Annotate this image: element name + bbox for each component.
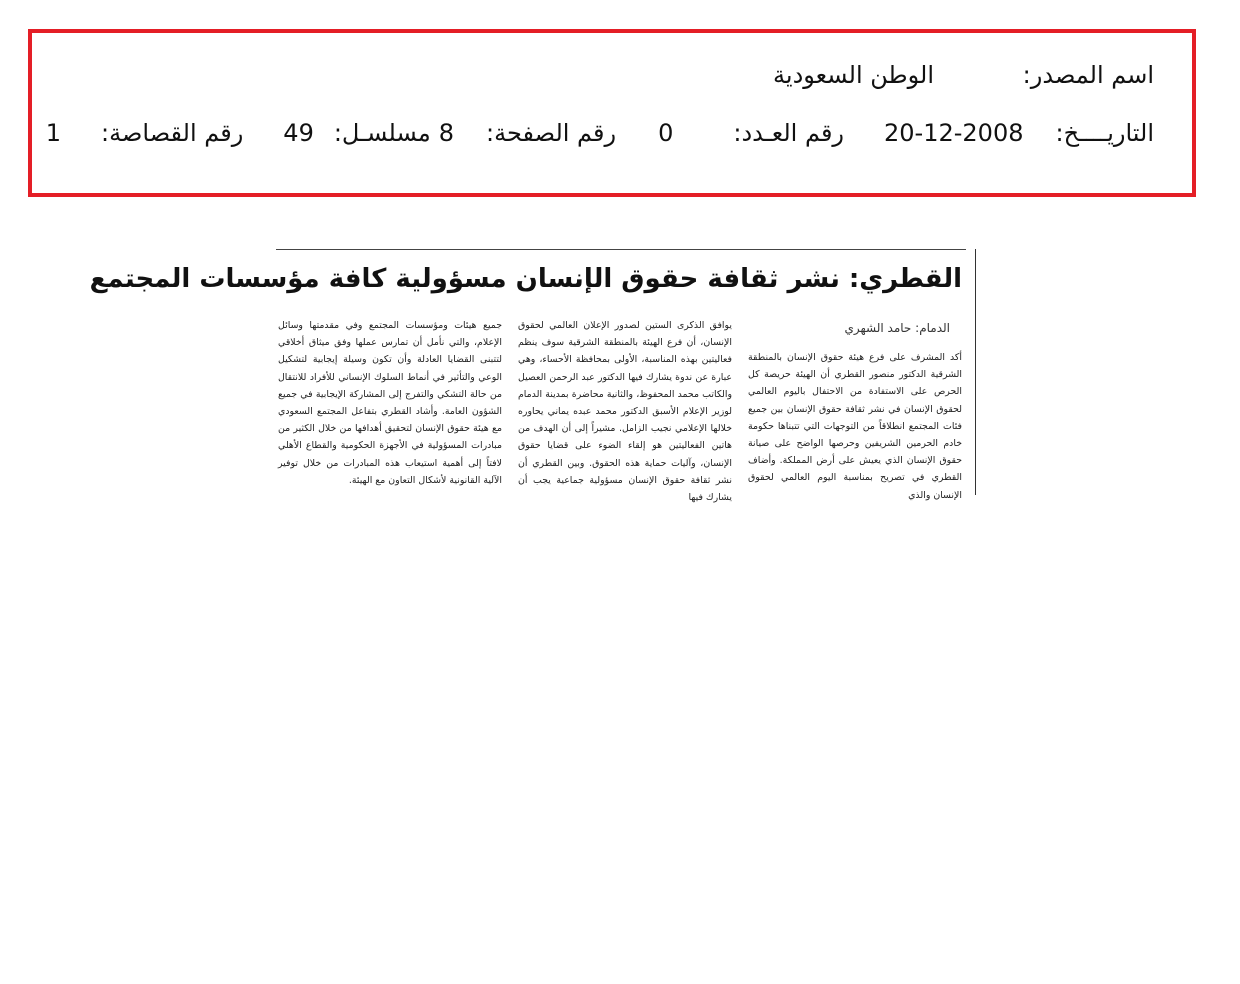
issue-value: 0 xyxy=(658,119,674,147)
issue-label: رقم العـدد: xyxy=(733,119,844,147)
serial-label: مسلسـل: xyxy=(333,119,431,147)
date-value: 20-12-2008 xyxy=(884,119,1024,147)
clip-label: رقم القصاصة: xyxy=(101,119,244,147)
side-rule xyxy=(975,249,976,495)
date-label: التاريــــخ: xyxy=(1055,119,1154,147)
source-row xyxy=(773,61,1154,89)
clipping-info-box xyxy=(28,29,1196,197)
article-column-1: أكد المشرف على فرع هيئة حقوق الإنسان بالمنطقة الشرقية الدكتور منصور القطري أن الهيئة حريصة كل الحرص على الاستفادة من الاحتفال باليوم العالمي لحقوق الإنسان في نشر ثقافة حقوق الإنسان بين جميع فئات المجتمع انطلاقاً من التوجهات التي تتبناها حكومة خادم الحرمين الشريفين وحرصها الواضح على صيانة حقوق الإنسان الذي يعيش على أرض المملكة. وأضاف القطري في تصريح بمناسبة اليوم العالمي لحقوق الإنسان والذي xyxy=(748,352,962,501)
article-byline: الدمام: حامد الشهري xyxy=(844,321,950,335)
details-row xyxy=(46,119,1154,147)
serial-value: 49 xyxy=(283,119,314,147)
newspaper-clipping xyxy=(89,247,976,504)
article-column-3: جميع هيئات ومؤسسات المجتمع وفي مقدمتها وسائل الإعلام، والتي نأمل أن تمارس عملها وفق ميثاق أخلاقي لتتبنى القضايا العادلة وأن تكون وسيلة إيجابية لتشكيل الوعي والتأثير في أنماط السلوك الإنساني للأفراد للانتقال من حالة التشكي والتفرج إلى المشاركة الإيجابية في جميع الشؤون العامة. وأشاد القطري بتفاعل المجتمع السعودي مع هيئة حقوق الإنسان لتحقيق أهدافها من خلال الكثير من مبادرات المسؤولية في الأجهزة الحكومية والقطاع الأهلي لافتاً إلى أهمية استيعاب هذه المبادرات من خلال توفير الآلية القانونية لأشكال التعاون مع الهيئة. xyxy=(278,320,502,486)
top-rule xyxy=(276,249,966,250)
source-value: الوطن السعودية xyxy=(773,61,934,89)
clip-value: 1 xyxy=(45,119,62,147)
source-label: اسم المصدر: xyxy=(1022,61,1154,89)
article-column-2: يوافق الذكرى الستين لصدور الإعلان العالمي لحقوق الإنسان، أن فرع الهيئة بالمنطقة الشرقية سوف ينظم فعاليتين بهذه المناسبة، الأولى بمحافظة الأحساء، وهي عبارة عن ندوة يشارك فيها الدكتور عبد الرحمن العصيل والكاتب محمد المحفوظ، والثانية محاضرة بمدينة الدمام لوزير الإعلام الأسبق الدكتور محمد عبده يماني يحاوره خلالها الإعلامي نجيب الزامل. مشيراً إلى أن الهدف من هاتين الفعاليتين هو إلقاء الضوء على قضايا حقوق الإنسان، وآليات حماية هذه الحقوق. وبين القطري أن نشر ثقافة حقوق الإنسان مسؤولية جماعية يجب أن يشارك فيها xyxy=(518,320,732,504)
page-label: رقم الصفحة: xyxy=(486,119,617,147)
page-value: 8 xyxy=(438,119,455,147)
article-headline: القطري: نشر ثقافة حقوق الإنسان مسؤولية كافة مؤسسات المجتمع xyxy=(89,264,962,294)
